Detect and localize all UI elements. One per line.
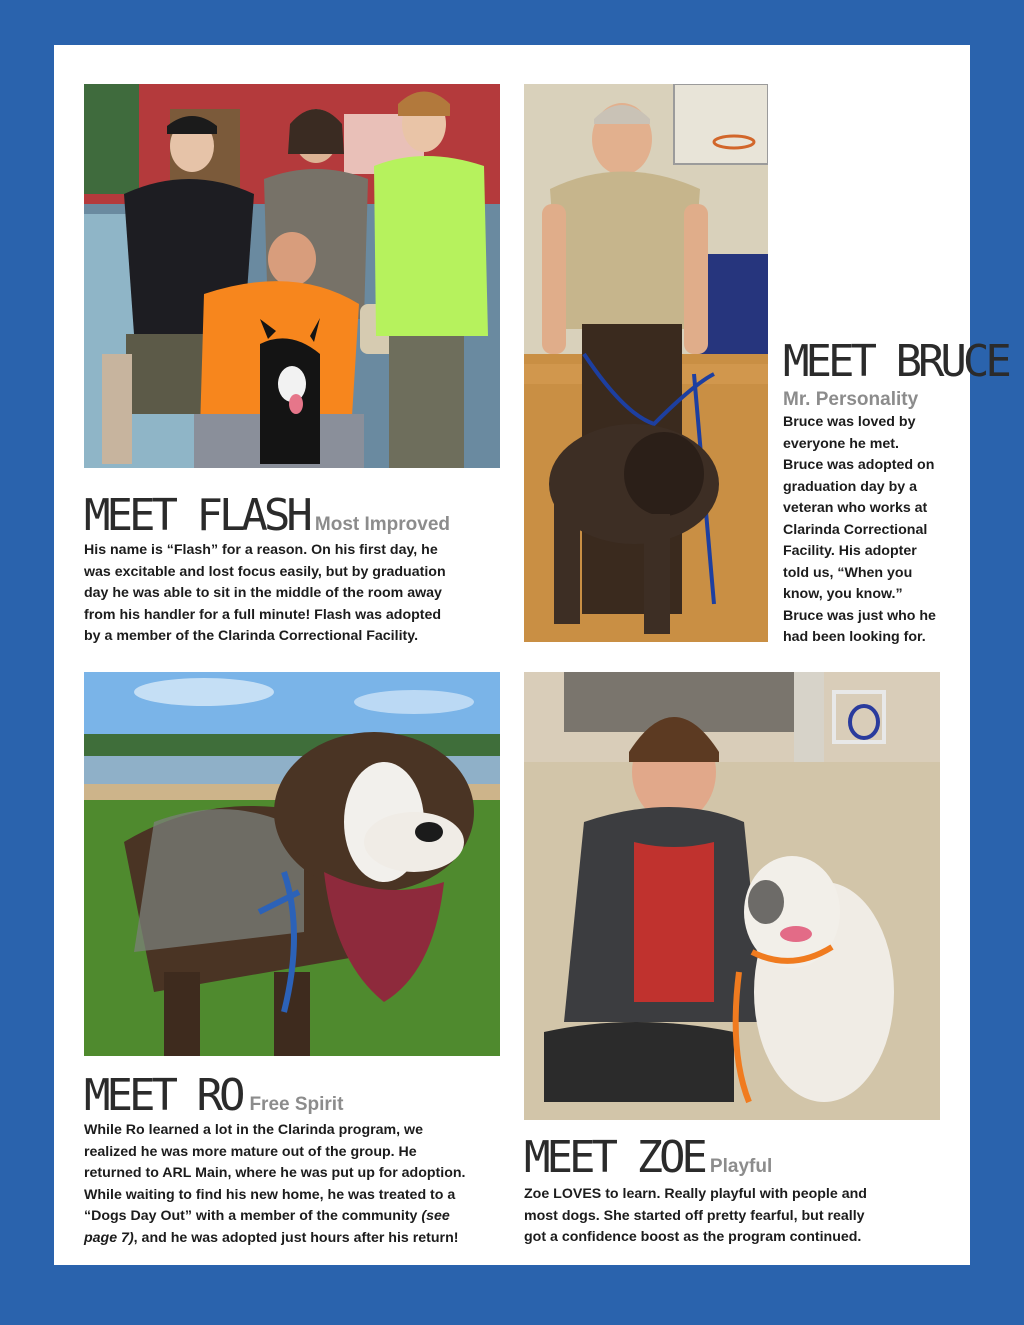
zoe-description [524,1184,867,1249]
bruce-description [783,412,936,649]
zoe-photo [524,672,940,1120]
bruce-line: Bruce was just who he [783,607,936,624]
ro-line: realized he was more mature out of the group. He [84,1143,417,1160]
ro-subtitle: Free Spirit [249,1094,344,1115]
ro-description [84,1120,466,1249]
flash-description [84,540,446,648]
ro-line-text: , and he was adopted just hours after his return! [133,1229,459,1246]
ro-line: While Ro learned a lot in the Clarinda program, we [84,1122,423,1138]
zoe-heading [524,1132,772,1183]
zoe-title: MEET ZOE [524,1132,704,1183]
bruce-line: Clarinda Correctional [783,521,928,538]
ro-line: returned to ARL Main, where he was put up for adoption. [84,1165,466,1181]
ro-heading [84,1070,343,1121]
bruce-heading: MEET BRUCE [783,336,1008,387]
bruce-line: Bruce was loved by [783,414,916,430]
ro-line-text: “Dogs Day Out” with a member of the community [84,1208,418,1224]
ro-line [84,1228,466,1250]
bruce-line: told us, “When you [783,564,913,581]
flash-line: was excitable and lost focus easily, but by graduation [84,563,446,580]
bruce-line: know, you know.” [783,586,903,602]
ro-see-reference: (see [421,1208,450,1224]
bruce-line: everyone he met. [783,435,899,452]
flash-heading [84,490,450,541]
zoe-line: got a confidence boost as the program continued. [524,1229,862,1245]
bruce-line: Bruce was adopted on [783,457,935,473]
flash-subtitle: Most Improved [314,514,451,535]
zoe-line: most dogs. She started off pretty fearful, but really [524,1207,865,1224]
bruce-line: Facility. His adopter [783,543,917,559]
flash-line: day he was able to sit in the middle of the room away [84,585,442,601]
ro-line: While waiting to find his new home, he was treated to a [84,1186,456,1203]
bruce-photo [524,84,768,642]
zoe-subtitle: Playful [709,1156,773,1177]
bruce-line: graduation day by a [783,478,918,495]
flash-line: by a member of the Clarinda Correctional Facility. [84,628,419,644]
flash-line: from his handler for a full minute! Flash was adopted [84,606,442,623]
flash-group-photo [84,84,500,468]
bruce-line: veteran who works at [783,500,928,516]
ro-page-reference: page 7) [84,1229,134,1246]
bruce-subtitle: Mr. Personality [783,389,919,410]
bruce-line: had been looking for. [783,629,926,645]
flash-line: His name is “Flash” for a reason. On his first day, he [84,542,438,558]
ro-photo [84,672,500,1056]
ro-title: MEET RO [84,1070,242,1121]
flash-title: MEET FLASH [84,490,309,541]
zoe-line: Zoe LOVES to learn. Really playful with people and [524,1186,867,1202]
ro-line [84,1206,466,1228]
